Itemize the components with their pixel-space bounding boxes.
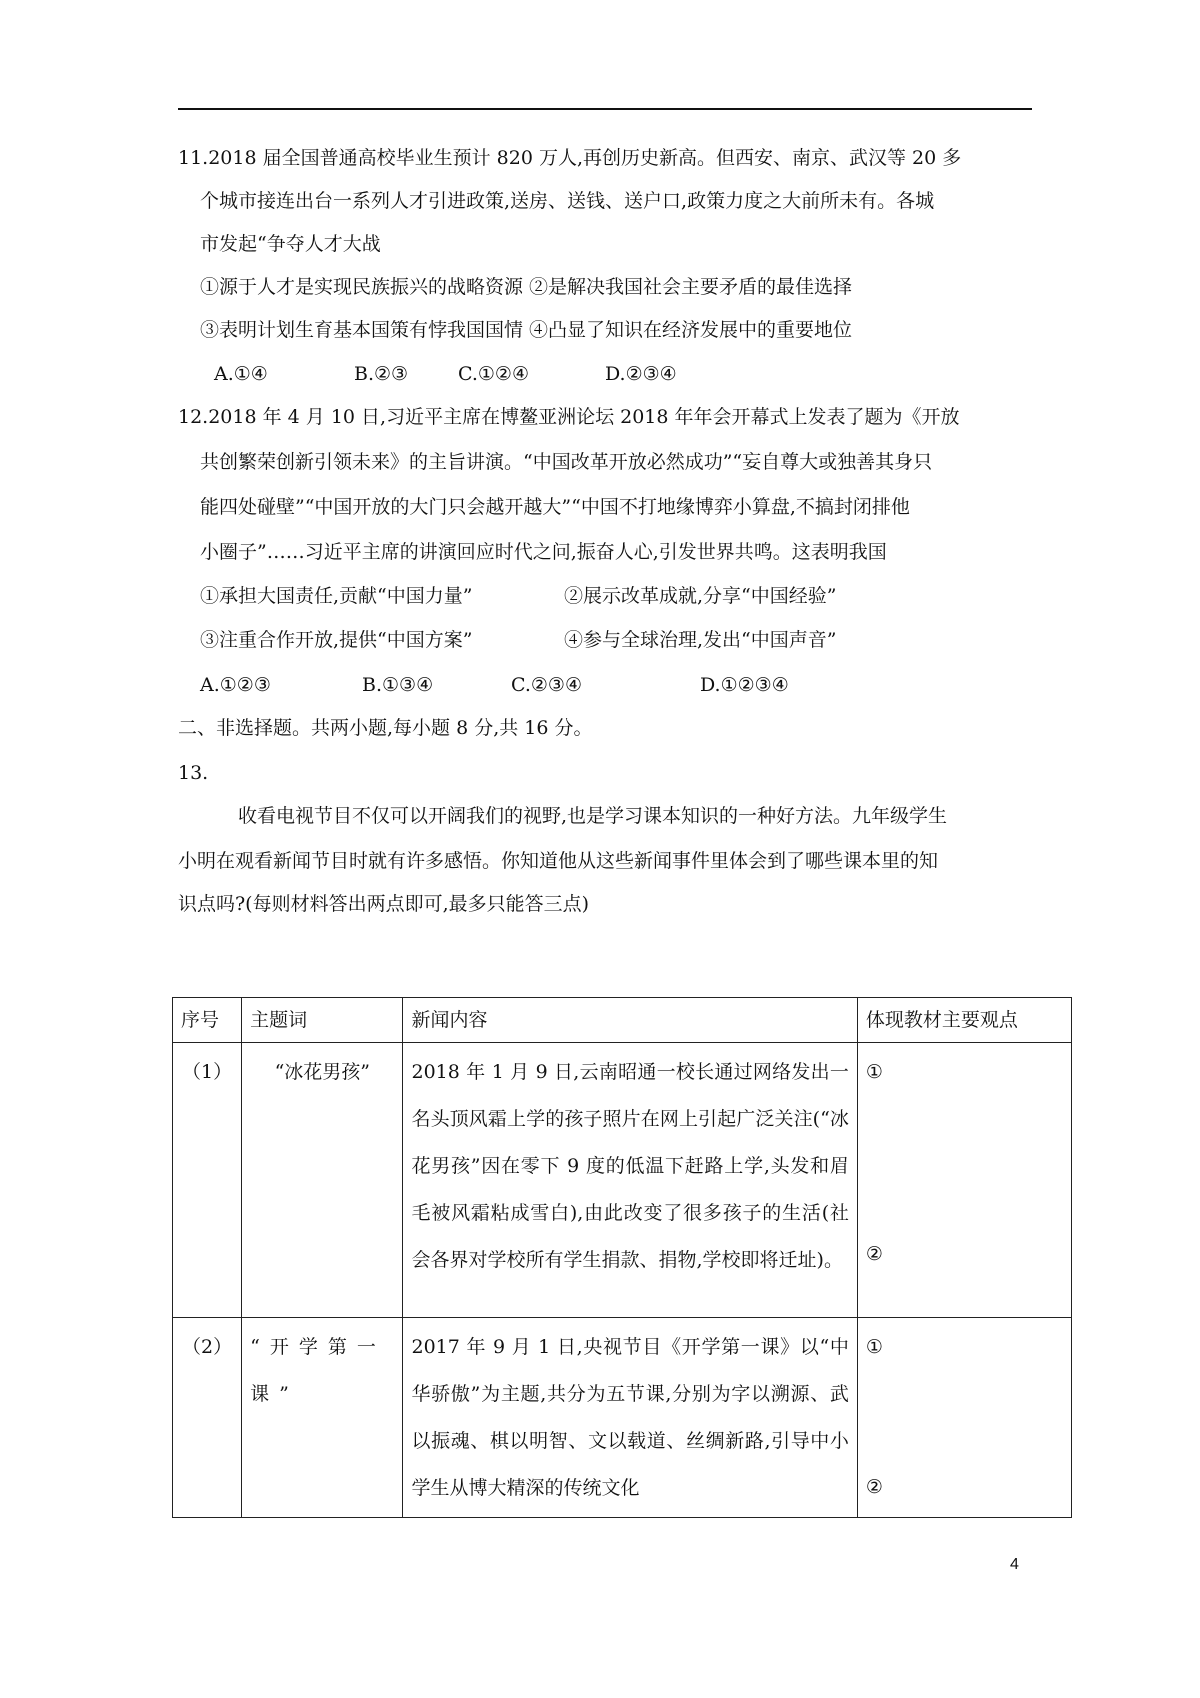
q11-option-d: D.②③④ xyxy=(605,363,677,385)
q11-option-b: B.②③ xyxy=(354,363,409,385)
answer-mark-1: ① xyxy=(865,1061,883,1083)
q12-statement-1: ①承担大国责任,贡献“中国力量” xyxy=(200,585,473,607)
header-rule xyxy=(178,108,1032,110)
q13-line-1: 收看电视节目不仅可以开阔我们的视野,也是学习课本知识的一种好方法。九年级学生 xyxy=(238,805,948,827)
header-num: 序号 xyxy=(173,998,242,1043)
q12-statement-3: ③注重合作开放,提供“中国方案” xyxy=(200,629,473,651)
q11-statement-2: ③表明计划生育基本国策有悖我国国情 ④凸显了知识在经济发展中的重要地位 xyxy=(200,319,853,341)
page-number: 4 xyxy=(1010,1556,1019,1573)
header-content: 新闻内容 xyxy=(403,998,857,1043)
q12-line-2: 共创繁荣创新引领未来》的主旨讲演。“中国改革开放必然成功”“妄自尊大或独善其身只 xyxy=(200,451,933,473)
q13-label: 13. xyxy=(178,762,209,784)
q12-line-4: 小圈子”……习近平主席的讲演回应时代之问,振奋人心,引发世界共鸣。这表明我国 xyxy=(200,541,887,563)
row-viewpoint xyxy=(857,1318,1071,1518)
answer-mark-2: ② xyxy=(865,1243,883,1265)
q12-line-3: 能四处碰壁”“中国开放的大门只会越开越大”“中国不打地缘博弈小算盘,不搞封闭排他 xyxy=(200,496,910,518)
row-viewpoint xyxy=(857,1043,1071,1318)
q13-line-3: 识点吗?(每则材料答出两点即可,最多只能答三点) xyxy=(178,893,590,915)
header-topic: 主题词 xyxy=(242,998,403,1043)
answer-mark-2: ② xyxy=(865,1476,883,1498)
q12-option-b: B.①③④ xyxy=(362,674,434,696)
row-topic: “开学第一课” xyxy=(242,1318,403,1518)
q12-line-1: 12.2018 年 4 月 10 日,习近平主席在博鳌亚洲论坛 2018 年年会开幕式上发表了题为《开放 xyxy=(178,406,960,428)
section2-heading: 二、非选择题。共两小题,每小题 8 分,共 16 分。 xyxy=(178,717,593,739)
table-row xyxy=(173,1043,1072,1318)
q12-statement-4: ④参与全球治理,发出“中国声音” xyxy=(564,629,837,651)
q11-option-a: A.①④ xyxy=(214,363,268,385)
table-header-row xyxy=(173,998,1072,1043)
row-num: （1） xyxy=(173,1043,242,1318)
news-table xyxy=(172,997,1072,1518)
q11-line-3: 市发起“争夺人才大战 xyxy=(200,233,381,255)
row-content: 2017 年 9 月 1 日,央视节目《开学第一课》以“中华骄傲”为主题,共分为五节课,分别为字以溯源、武以振魂、棋以明智、文以载道、丝绸新路,引导中小学生从博大精深的传统文化 xyxy=(403,1318,857,1518)
row-topic: “冰花男孩” xyxy=(242,1043,403,1318)
q12-option-a: A.①②③ xyxy=(200,674,271,696)
table-row xyxy=(173,1318,1072,1518)
row-num: （2） xyxy=(173,1318,242,1518)
q12-option-d: D.①②③④ xyxy=(700,674,789,696)
q11-line-1: 11.2018 届全国普通高校毕业生预计 820 万人,再创历史新高。但西安、南京、武汉等 20 多 xyxy=(178,147,962,169)
q11-option-c: C.①②④ xyxy=(458,363,529,385)
q12-option-c: C.②③④ xyxy=(511,674,582,696)
answer-mark-1: ① xyxy=(865,1336,883,1358)
row-content: 2018 年 1 月 9 日,云南昭通一校长通过网络发出一名头顶风霜上学的孩子照片在网上引起广泛关注(“冰花男孩”因在零下 9 度的低温下赶路上学,头发和眉毛被风霜粘成雪白),由此改变了很多孩子的生活(社会各界对学校所有学生捐款、捐物,学校即将迁址)。 xyxy=(403,1043,857,1318)
q11-statement-1: ①源于人才是实现民族振兴的战略资源 ②是解决我国社会主要矛盾的最佳选择 xyxy=(200,276,853,298)
header-viewpoint: 体现教材主要观点 xyxy=(857,998,1071,1043)
q13-line-2: 小明在观看新闻节目时就有许多感悟。你知道他从这些新闻事件里体会到了哪些课本里的知 xyxy=(178,850,939,872)
q12-statement-2: ②展示改革成就,分享“中国经验” xyxy=(564,585,837,607)
q11-line-2: 个城市接连出台一系列人才引进政策,送房、送钱、送户口,政策力度之大前所未有。各城 xyxy=(200,190,935,212)
